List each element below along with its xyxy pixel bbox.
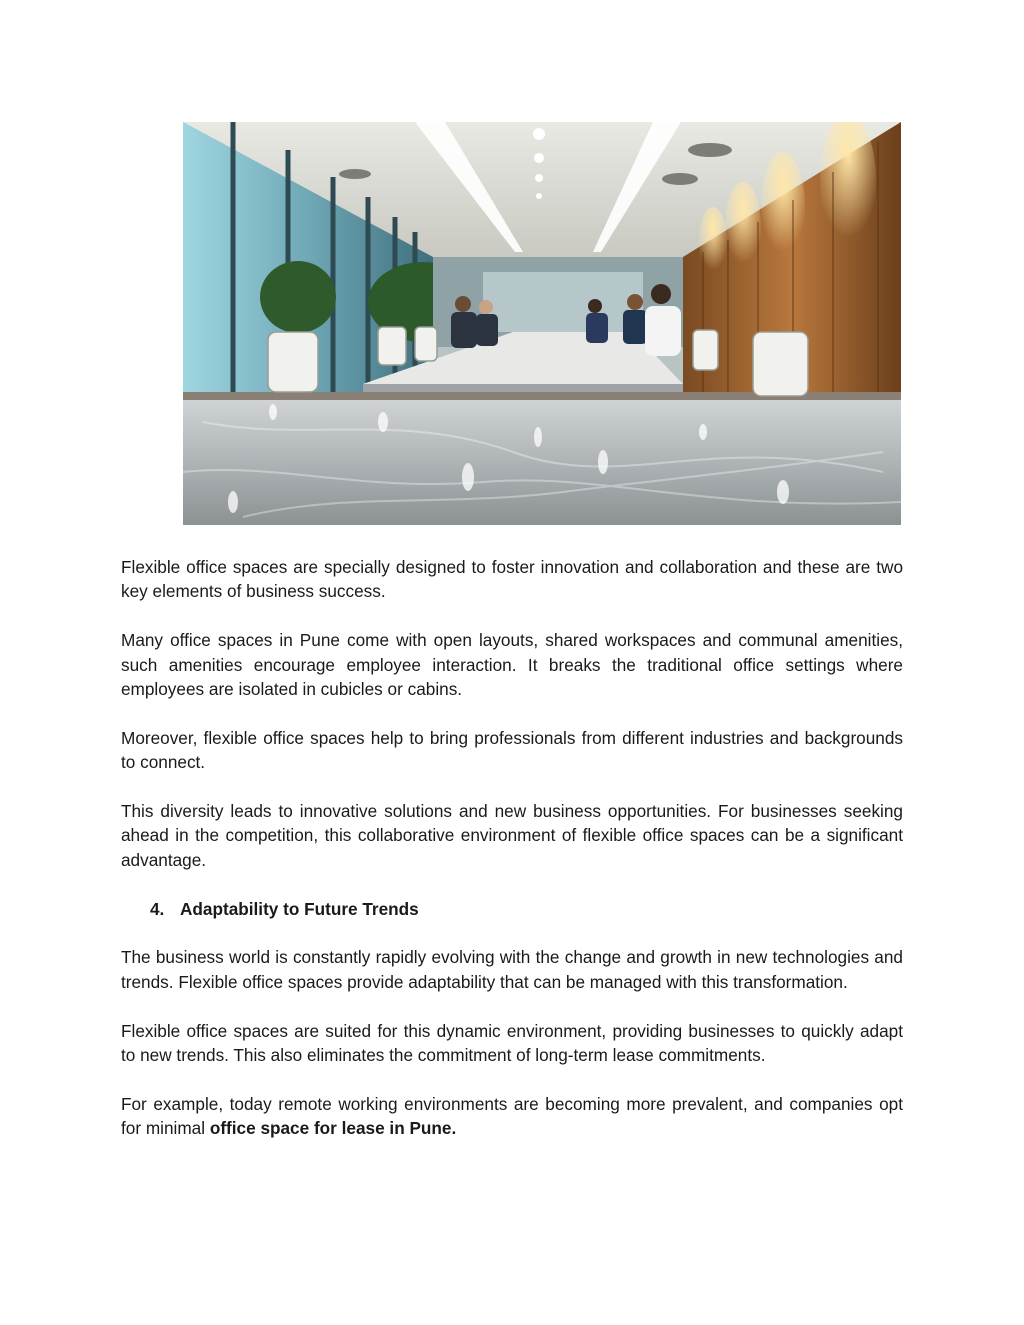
section-heading	[121, 897, 903, 921]
paragraph-gap	[121, 701, 903, 725]
section-number: 4.	[150, 898, 165, 919]
paragraph-gap	[121, 872, 903, 896]
paragraph-gap	[121, 1067, 903, 1091]
paragraph-example-text: For example, today remote working environments are becoming more prevalent, and companies opt for minimal	[121, 1093, 903, 1139]
paragraph-gap	[121, 775, 903, 799]
section-title: Adaptability to Future Trends	[180, 898, 419, 919]
paragraph-professionals: Moreover, flexible office spaces help to bring professionals from different industries and backgrounds to connect.	[121, 727, 903, 773]
paragraph-open-layouts: Many office spaces in Pune come with open layouts, shared workspaces and communal amenities, such amenities encourage employee interaction. It breaks the traditional office settings where employees are isolated in cubicles or cabins.	[121, 630, 903, 700]
paragraph-gap	[121, 994, 903, 1018]
paragraph-gap	[121, 921, 903, 945]
paragraph-flexible-spaces: Flexible office spaces are specially designed to foster innovation and collaboration and these are two key elements of business success.	[121, 557, 903, 602]
conference-room-photo	[183, 122, 901, 525]
article-body	[121, 555, 903, 1141]
paragraph-example-bold: office space for lease in Pune.	[209, 1118, 457, 1139]
paragraph-gap	[121, 604, 903, 628]
paragraph-diversity: This diversity leads to innovative solutions and new business opportunities. For businesses seeking ahead in the competition, this collaborative environment of flexible office spaces can be a significant advantage.	[121, 801, 903, 870]
paragraph-example	[121, 1092, 903, 1141]
paragraph-business-world: The business world is constantly rapidly evolving with the change and growth in new technologies and trends. Flexible office spaces provide adaptability that can be managed with this transformation.	[121, 947, 903, 992]
paragraph-dynamic-environment: Flexible office spaces are suited for this dynamic environment, providing businesses to quickly adapt to new trends. This also eliminates the commitment of long-term lease commitments.	[121, 1020, 903, 1066]
